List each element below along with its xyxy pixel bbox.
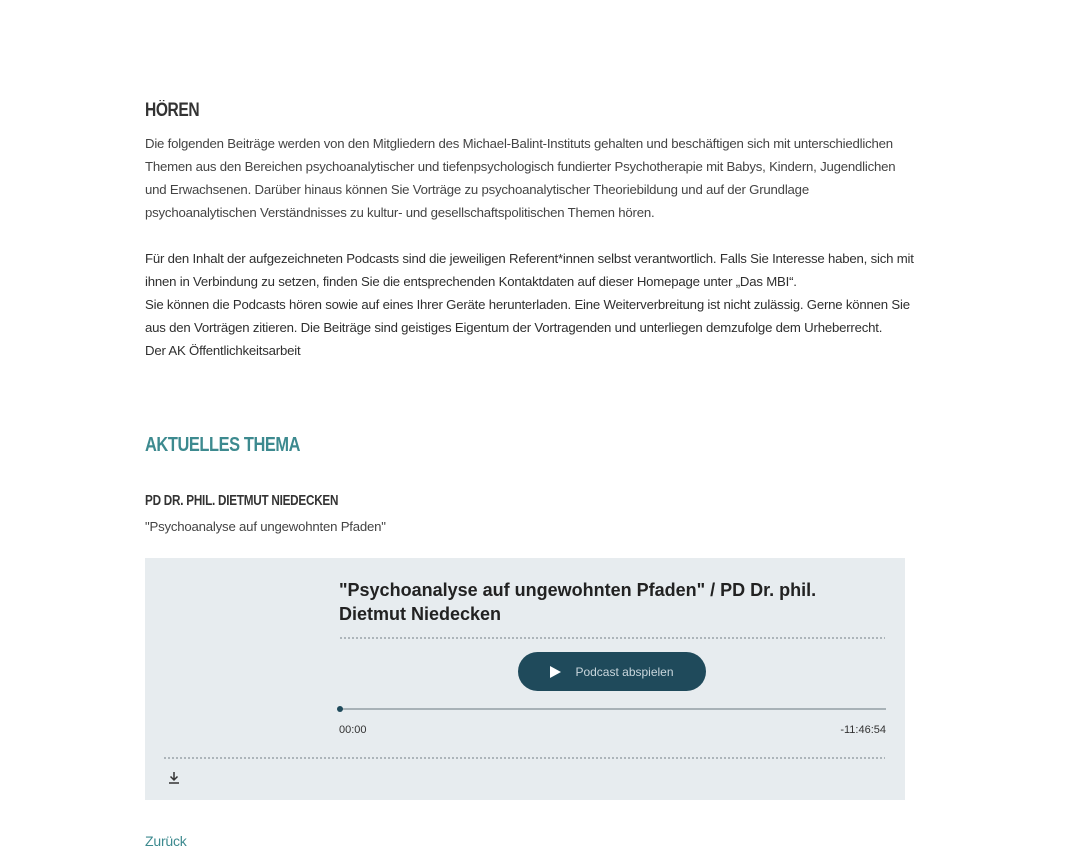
notice-usage: Sie können die Podcasts hören sowie auf eines Ihrer Geräte herunterladen. Eine Weiterverbreitung ist nicht zulässig. Gerne können Sie aus den Vorträgen zitieren. Die Beiträge sind geistiges Eigentum der Vortragenden und unterliegen demzufolge dem Urheberrecht. [145,297,910,335]
progress-track[interactable] [339,708,886,710]
download-icon[interactable] [167,770,181,786]
episode-title: "Psychoanalyse auf ungewohnten Pfaden" / PD Dr. phil. Dietmut Niedecken [339,580,817,624]
remaining-time: -11:46:54 [840,724,886,736]
notice-signature: Der AK Öffentlichkeitsarbeit [145,343,301,358]
play-podcast-button[interactable] [518,652,706,691]
current-time: 00:00 [339,724,367,736]
section-title: HÖREN [145,100,200,121]
divider [339,637,885,639]
notice-responsibility: Für den Inhalt der aufgezeichneten Podcasts sind die jeweiligen Referent*innen selbst verantwortlich. Falls Sie Interesse haben, sich mit ihnen in Verbindung zu setzen, finden Sie die entsprechenden Kontaktdaten auf dieser Homepage unter „Das MBI“. [145,251,914,289]
talk-title: "Psychoanalyse auf ungewohnten Pfaden" [145,519,386,534]
back-link[interactable]: Zurück [145,833,187,849]
speaker-name: PD DR. PHIL. DIETMUT NIEDECKEN [145,492,339,509]
current-topic-heading: AKTUELLES THEMA [145,434,301,456]
notice-block [145,247,915,362]
play-icon [550,666,561,678]
play-button-label: Podcast abspielen [575,664,674,679]
divider [163,757,885,759]
progress-handle[interactable] [337,706,343,712]
podcast-player [145,558,905,800]
intro-text: Die folgenden Beiträge werden von den Mitgliedern des Michael-Balint-Instituts gehalten und beschäftigen sich mit unterschiedlichen Themen aus den Bereichen psychoanalytischer und tiefenpsychologisch fundierter Psychotherapie mit Babys, Kindern, Jugendlichen und Erwachsenen. Darüber hinaus können Sie Vorträge zu psychoanalytischer Theoriebildung und auf der Grundlage psychoanalytischen Verständnisses zu kultur- und gesellschaftspolitischen Themen hören. [145,136,896,220]
